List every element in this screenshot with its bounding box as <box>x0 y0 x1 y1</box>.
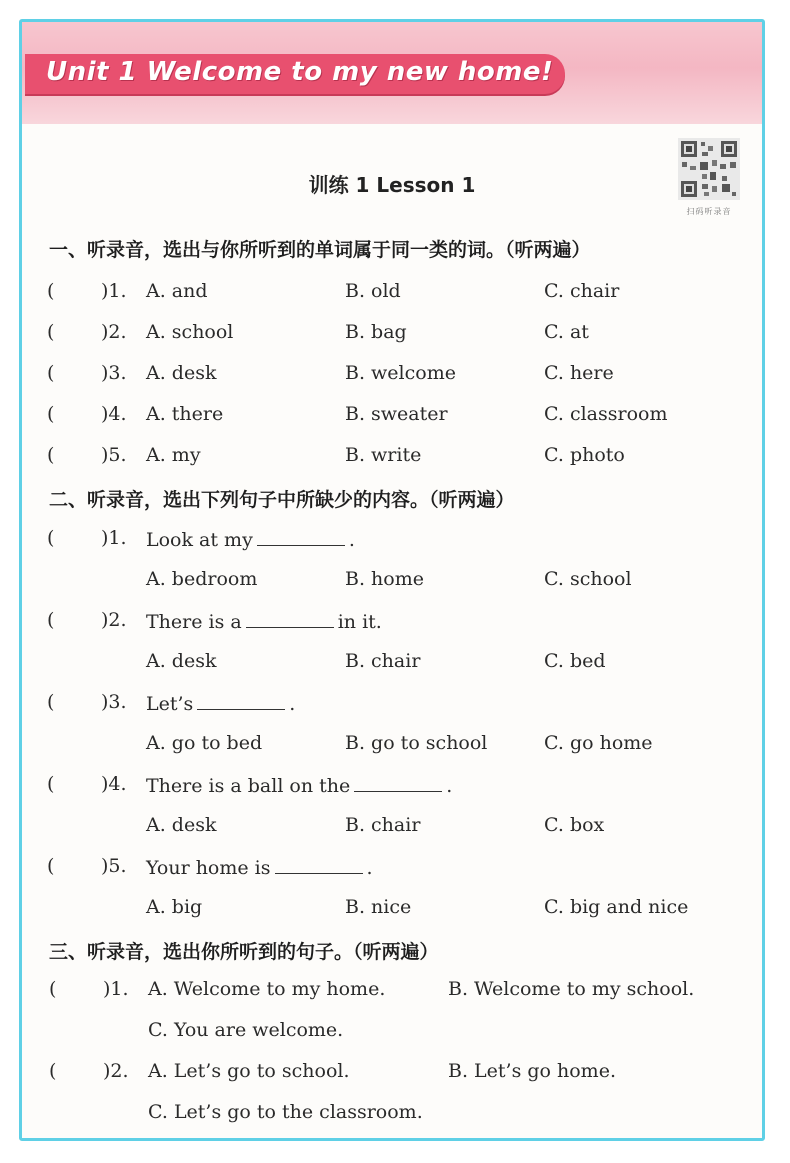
option-a: A. school <box>146 321 234 343</box>
s1-question-1 <box>22 280 762 310</box>
answer-paren[interactable]: ( <box>47 609 55 631</box>
answer-blank[interactable] <box>246 609 334 628</box>
s2-question-4 <box>22 773 762 803</box>
s3-question-1 <box>22 978 762 1008</box>
option-c: C. box <box>544 814 605 836</box>
question-stem <box>146 773 452 797</box>
option-a: A. desk <box>146 362 217 384</box>
question-stem <box>146 609 382 633</box>
option-c: C. school <box>544 568 632 590</box>
question-stem <box>146 691 295 715</box>
option-a: A. bedroom <box>146 568 258 590</box>
question-number: )1. <box>101 280 127 302</box>
option-a: A. and <box>146 280 208 302</box>
answer-paren[interactable]: ( <box>47 444 55 466</box>
option-b: B. write <box>345 444 422 466</box>
option-c: C. at <box>544 321 589 343</box>
qr-caption: 扫码听录音 <box>686 207 732 216</box>
answer-paren[interactable]: ( <box>47 362 55 384</box>
option-b: B. Let’s go home. <box>448 1060 616 1082</box>
answer-paren[interactable]: ( <box>49 978 57 1000</box>
option-a: A. big <box>146 896 203 918</box>
option-c: C. big and nice <box>544 896 689 918</box>
s2-question-2 <box>22 609 762 639</box>
s3-question-2 <box>22 1060 762 1090</box>
s2-question-5 <box>22 855 762 885</box>
question-number: )2. <box>103 1060 129 1082</box>
answer-paren[interactable]: ( <box>47 321 55 343</box>
s2-options-4 <box>22 814 762 844</box>
stem-text: . <box>446 775 453 797</box>
s1-question-2 <box>22 321 762 351</box>
stem-text: There is a <box>146 611 242 633</box>
stem-text: in it. <box>337 611 382 633</box>
stem-text: Your home is <box>146 857 271 879</box>
option-a: A. Let’s go to school. <box>148 1060 350 1082</box>
question-number: )5. <box>101 855 127 877</box>
question-number: )1. <box>103 978 129 1000</box>
answer-paren[interactable]: ( <box>49 1060 57 1082</box>
s2-options-1 <box>22 568 762 598</box>
unit-title: Unit 1 Welcome to my new home! <box>46 57 554 87</box>
question-number: )5. <box>101 444 127 466</box>
section-3-title: 三、听录音，选出你所听到的句子。（听两遍） <box>49 941 439 963</box>
option-c: C. photo <box>544 444 625 466</box>
answer-paren[interactable]: ( <box>47 773 55 795</box>
option-b: B. welcome <box>345 362 456 384</box>
section-2-title: 二、听录音，选出下列句子中所缺少的内容。（听两遍） <box>49 489 515 511</box>
option-a: A. there <box>146 403 224 425</box>
worksheet-page <box>19 19 765 1141</box>
question-stem <box>146 855 373 879</box>
s2-options-3 <box>22 732 762 762</box>
qr-code-icon[interactable] <box>678 138 740 200</box>
option-a: A. Welcome to my home. <box>148 978 386 1000</box>
stem-text: Let’s <box>146 693 194 715</box>
option-c: C. classroom <box>544 403 668 425</box>
s2-question-1 <box>22 527 762 557</box>
option-c: C. here <box>544 362 614 384</box>
option-a: A. my <box>146 444 201 466</box>
option-c: C. You are welcome. <box>148 1019 344 1041</box>
stem-text: . <box>348 529 355 551</box>
option-c: C. bed <box>544 650 606 672</box>
option-b: B. nice <box>345 896 412 918</box>
answer-paren[interactable]: ( <box>47 691 55 713</box>
option-b: B. bag <box>345 321 407 343</box>
option-b: B. old <box>345 280 401 302</box>
stem-text: . <box>366 857 373 879</box>
option-c: C. go home <box>544 732 653 754</box>
answer-paren[interactable]: ( <box>47 855 55 877</box>
question-number: )3. <box>101 691 127 713</box>
option-a: A. desk <box>146 814 217 836</box>
lesson-title: 训练 1 Lesson 1 <box>308 173 476 197</box>
option-b: B. chair <box>345 814 421 836</box>
question-number: )4. <box>101 403 127 425</box>
stem-text: Look at my <box>146 529 253 551</box>
question-stem <box>146 527 355 551</box>
stem-text: There is a ball on the <box>146 775 351 797</box>
answer-paren[interactable]: ( <box>47 527 55 549</box>
option-b: B. sweater <box>345 403 448 425</box>
option-b: B. chair <box>345 650 421 672</box>
s1-question-5 <box>22 444 762 474</box>
option-a: A. go to bed <box>146 732 263 754</box>
option-b: B. home <box>345 568 424 590</box>
question-number: )2. <box>101 321 127 343</box>
option-c: C. chair <box>544 280 620 302</box>
question-number: )2. <box>101 609 127 631</box>
s2-options-5 <box>22 896 762 926</box>
s3-options-2 <box>22 1101 762 1131</box>
s1-question-3 <box>22 362 762 392</box>
s2-question-3 <box>22 691 762 721</box>
s2-options-2 <box>22 650 762 680</box>
question-number: )3. <box>101 362 127 384</box>
answer-blank[interactable] <box>197 691 285 710</box>
option-b: B. go to school <box>345 732 488 754</box>
section-1-title: 一、听录音，选出与你所听到的单词属于同一类的词。（听两遍） <box>49 239 591 261</box>
option-b: B. Welcome to my school. <box>448 978 695 1000</box>
answer-paren[interactable]: ( <box>47 403 55 425</box>
s3-options-1 <box>22 1019 762 1049</box>
question-number: )4. <box>101 773 127 795</box>
answer-blank[interactable] <box>257 527 345 546</box>
s1-question-4 <box>22 403 762 433</box>
answer-paren[interactable]: ( <box>47 280 55 302</box>
answer-blank[interactable] <box>354 773 442 792</box>
question-number: )1. <box>101 527 127 549</box>
stem-text: . <box>289 693 296 715</box>
option-a: A. desk <box>146 650 217 672</box>
option-c: C. Let’s go to the classroom. <box>148 1101 423 1123</box>
answer-blank[interactable] <box>275 855 363 874</box>
